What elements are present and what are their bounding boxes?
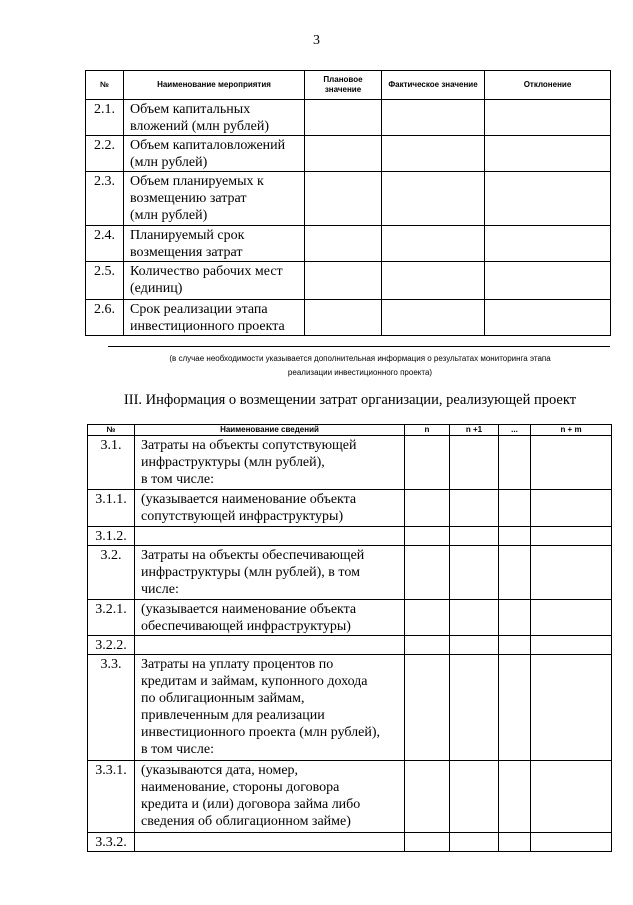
planned-value-cell[interactable]: [305, 262, 382, 300]
table-row: [88, 527, 612, 546]
table-row: [88, 636, 612, 655]
deviation-cell[interactable]: [485, 100, 611, 136]
row-number: 3.3.2.: [88, 833, 135, 852]
value-cell-n-plus-1[interactable]: [450, 833, 499, 852]
row-name-line: инфраструктуры (млн рублей), в том: [141, 565, 360, 580]
value-cell-ellipsis[interactable]: [499, 636, 531, 655]
row-name-line: Объем планируемых к: [130, 174, 264, 189]
row-number: 3.1.1.: [88, 490, 135, 527]
value-cell-n[interactable]: [405, 527, 450, 546]
value-cell-n-plus-1[interactable]: [450, 636, 499, 655]
row-name-line: Планируемый срок: [130, 228, 245, 243]
row-number: 2.4.: [86, 226, 124, 262]
row-name-line: числе:: [141, 582, 179, 597]
actual-value-cell[interactable]: [382, 136, 485, 172]
header-planned-value: Плановое значение: [305, 71, 382, 100]
table-row: [88, 490, 612, 527]
row-name-line: Срок реализации этапа: [130, 302, 268, 317]
planned-value-cell[interactable]: [305, 300, 382, 336]
row-name: [135, 636, 405, 655]
value-cell-n[interactable]: [405, 436, 450, 490]
value-cell-n[interactable]: [405, 546, 450, 600]
value-cell-n-plus-m[interactable]: [531, 600, 612, 636]
row-number: 2.1.: [86, 100, 124, 136]
value-cell-n[interactable]: [405, 833, 450, 852]
row-name: [135, 833, 405, 852]
table-header-row: [86, 71, 611, 100]
table-row: [86, 136, 611, 172]
value-cell-n-plus-1[interactable]: [450, 600, 499, 636]
row-name: [135, 546, 405, 600]
row-name: [135, 761, 405, 833]
row-name-line: Затраты на объекты сопутствующей: [141, 438, 357, 453]
row-name: [124, 262, 305, 300]
deviation-cell[interactable]: [485, 226, 611, 262]
row-number: 2.6.: [86, 300, 124, 336]
row-number: 3.2.2.: [88, 636, 135, 655]
table-row: [86, 172, 611, 226]
actual-value-cell[interactable]: [382, 100, 485, 136]
note-line: (в случае необходимости указывается дополнительная информация о результатах мониторинга этапа: [169, 354, 551, 363]
row-name: [124, 226, 305, 262]
row-name-line: возмещению затрат: [130, 191, 247, 206]
value-cell-n-plus-m[interactable]: [531, 655, 612, 761]
row-name-line: (млн рублей): [130, 208, 208, 223]
deviation-cell[interactable]: [485, 300, 611, 336]
value-cell-n-plus-1[interactable]: [450, 546, 499, 600]
cost-reimbursement-table: [87, 424, 612, 852]
deviation-cell[interactable]: [485, 172, 611, 226]
row-name-line: наименование, стороны договора: [141, 780, 340, 795]
row-name: [124, 300, 305, 336]
row-name-line: привлеченным для реализации: [141, 708, 325, 723]
header-ellipsis: ...: [499, 425, 531, 436]
value-cell-n-plus-m[interactable]: [531, 546, 612, 600]
value-cell-n[interactable]: [405, 761, 450, 833]
row-name-line: по облигационным займам,: [141, 691, 305, 706]
header-year-n: n: [405, 425, 450, 436]
row-name: [135, 527, 405, 546]
row-name-line: Объем капитальных: [130, 102, 251, 117]
value-cell-ellipsis[interactable]: [499, 490, 531, 527]
value-cell-n[interactable]: [405, 600, 450, 636]
row-number: 3.2.1.: [88, 600, 135, 636]
value-cell-ellipsis[interactable]: [499, 600, 531, 636]
header-year-n-plus-m: n + m: [531, 425, 612, 436]
page-number: 3: [313, 33, 320, 48]
row-number: 2.5.: [86, 262, 124, 300]
row-name: [124, 172, 305, 226]
value-cell-n-plus-m[interactable]: [531, 761, 612, 833]
value-cell-n-plus-1[interactable]: [450, 655, 499, 761]
row-number: 2.3.: [86, 172, 124, 226]
row-name-line: инвестиционного проекта: [130, 319, 285, 334]
table-row: [88, 833, 612, 852]
value-cell-n-plus-m[interactable]: [531, 833, 612, 852]
row-name-line: (единиц): [130, 281, 183, 296]
row-name-line: инвестиционного проекта (млн рублей),: [141, 725, 381, 740]
header-deviation: Отклонение: [485, 71, 611, 100]
section-title: III. Информация о возмещении затрат организации, реализующей проект: [123, 392, 577, 408]
row-name-line: в том числе:: [141, 742, 214, 757]
value-cell-n[interactable]: [405, 655, 450, 761]
row-name-line: возмещения затрат: [130, 245, 243, 260]
actual-value-cell[interactable]: [382, 226, 485, 262]
additional-info-note: [100, 352, 620, 380]
note-line: реализации инвестиционного проекта): [287, 368, 433, 377]
value-cell-n-plus-1[interactable]: [450, 527, 499, 546]
table-row: [86, 100, 611, 136]
row-number: 3.1.2.: [88, 527, 135, 546]
row-name: [135, 600, 405, 636]
value-cell-n-plus-1[interactable]: [450, 436, 499, 490]
value-cell-ellipsis[interactable]: [499, 761, 531, 833]
table-row: [88, 655, 612, 761]
row-name-line: (указывается наименование объекта: [141, 492, 357, 507]
planned-value-cell[interactable]: [305, 100, 382, 136]
row-name-line: Затраты на объекты обеспечивающей: [141, 548, 365, 563]
header-number: №: [86, 71, 124, 100]
value-cell-n[interactable]: [405, 636, 450, 655]
row-name: [135, 655, 405, 761]
row-name-line: Затраты на уплату процентов по: [141, 657, 334, 672]
row-name-line: сведения об облигационном займе): [141, 814, 351, 829]
row-number: 3.1.: [88, 436, 135, 490]
row-name-line: сопутствующей инфраструктуры): [141, 509, 344, 524]
monitoring-table: [85, 70, 611, 336]
deviation-cell[interactable]: [485, 262, 611, 300]
table-row: [88, 761, 612, 833]
value-cell-n-plus-1[interactable]: [450, 490, 499, 527]
row-name-line: в том числе:: [141, 472, 214, 487]
header-event-name: Наименование мероприятия: [124, 71, 305, 100]
value-cell-n-plus-m[interactable]: [531, 436, 612, 490]
header-year-n-plus-1: n +1: [450, 425, 499, 436]
value-cell-n-plus-1[interactable]: [450, 761, 499, 833]
table-row: [86, 262, 611, 300]
value-cell-n-plus-m[interactable]: [531, 490, 612, 527]
actual-value-cell[interactable]: [382, 300, 485, 336]
row-name-line: (указываются дата, номер,: [141, 763, 299, 778]
header-actual-value: Фактическое значение: [382, 71, 485, 100]
value-cell-n[interactable]: [405, 490, 450, 527]
value-cell-ellipsis[interactable]: [499, 833, 531, 852]
row-name-line: Объем капиталовложений: [130, 138, 286, 153]
row-number: 3.2.: [88, 546, 135, 600]
row-number: 2.2.: [86, 136, 124, 172]
row-name: [135, 436, 405, 490]
row-number: 3.3.: [88, 655, 135, 761]
row-name: [124, 100, 305, 136]
row-name-line: Количество рабочих мест: [130, 264, 283, 279]
row-name-line: кредита и (или) договора займа либо: [141, 797, 361, 812]
value-cell-ellipsis[interactable]: [499, 655, 531, 761]
table-row: [88, 436, 612, 490]
table-header-row: [88, 425, 612, 436]
row-name-line: инфраструктуры (млн рублей),: [141, 455, 325, 470]
header-number: №: [88, 425, 135, 436]
actual-value-cell[interactable]: [382, 262, 485, 300]
value-cell-ellipsis[interactable]: [499, 546, 531, 600]
row-name-line: обеспечивающей инфраструктуры): [141, 619, 351, 634]
row-name: [124, 136, 305, 172]
value-cell-n-plus-m[interactable]: [531, 527, 612, 546]
actual-value-cell[interactable]: [382, 172, 485, 226]
value-cell-n-plus-m[interactable]: [531, 636, 612, 655]
table-row: [86, 300, 611, 336]
row-number: 3.3.1.: [88, 761, 135, 833]
row-name-line: (указывается наименование объекта: [141, 602, 357, 617]
value-cell-ellipsis[interactable]: [499, 436, 531, 490]
row-name-line: вложений (млн рублей): [130, 119, 270, 134]
table-row: [88, 546, 612, 600]
deviation-cell[interactable]: [485, 136, 611, 172]
planned-value-cell[interactable]: [305, 136, 382, 172]
table-row: [88, 600, 612, 636]
value-cell-ellipsis[interactable]: [499, 527, 531, 546]
note-divider: [108, 346, 610, 347]
header-info-name: Наименование сведений: [135, 425, 405, 436]
row-name-line: кредитам и займам, купонного дохода: [141, 674, 368, 689]
table-row: [86, 226, 611, 262]
planned-value-cell[interactable]: [305, 226, 382, 262]
planned-value-cell[interactable]: [305, 172, 382, 226]
row-name: [135, 490, 405, 527]
row-name-line: (млн рублей): [130, 155, 208, 170]
